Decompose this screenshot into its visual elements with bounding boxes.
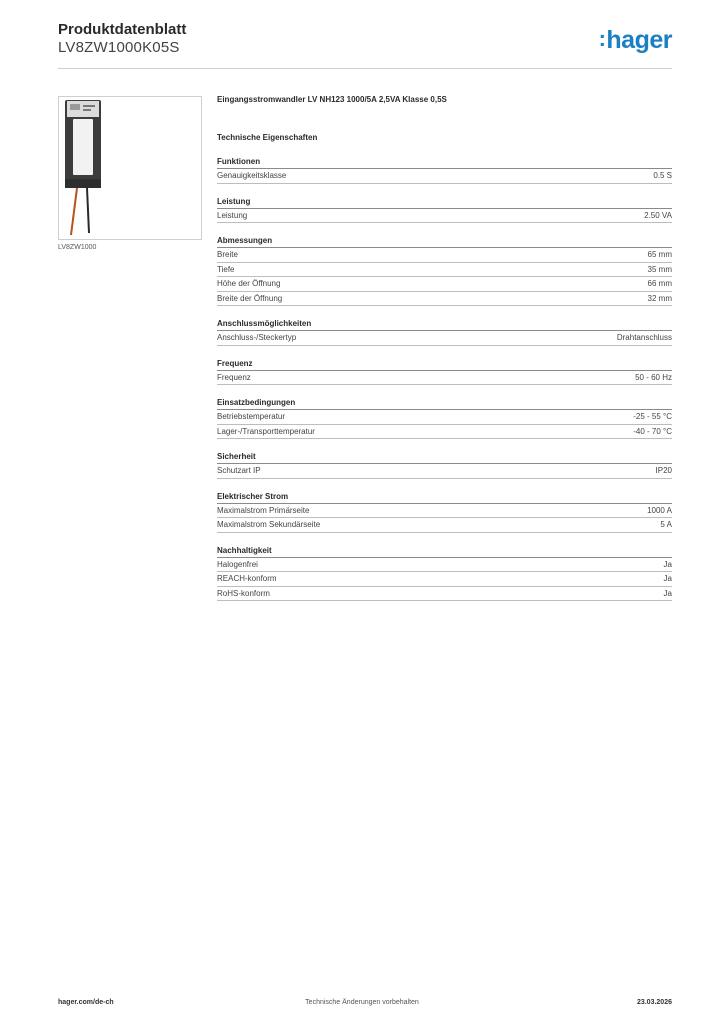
spec-row — [217, 587, 672, 602]
article-number: LV8ZW1000K05S — [58, 39, 180, 56]
section-title: Nachhaltigkeit — [217, 544, 672, 558]
spec-value: Ja — [663, 574, 672, 583]
spec-value: 1000 A — [647, 505, 672, 515]
spec-section — [217, 317, 672, 346]
spec-section — [217, 450, 672, 479]
spec-row — [217, 263, 672, 278]
spec-section — [217, 195, 672, 224]
spec-row — [217, 464, 672, 479]
spec-value: 65 mm — [647, 250, 672, 259]
spec-value: -25 - 55 °C — [633, 412, 672, 421]
spec-value: 35 mm — [647, 264, 672, 274]
section-title: Elektrischer Strom — [217, 490, 672, 504]
spec-label: Genauigkeitsklasse — [217, 171, 287, 180]
spec-row — [217, 371, 672, 386]
spec-label: Höhe der Öffnung — [217, 279, 281, 288]
spec-label: Schutzart IP — [217, 466, 261, 475]
spec-label: RoHS-konform — [217, 588, 270, 598]
spec-label: Leistung — [217, 210, 248, 220]
spec-label: REACH-konform — [217, 574, 277, 583]
spec-section — [217, 357, 672, 386]
spec-row — [217, 169, 672, 184]
spec-value: 0.5 S — [653, 171, 672, 180]
footer-website: hager.com/de-ch — [58, 999, 114, 1006]
section-title: Frequenz — [217, 357, 672, 371]
spec-value: 5 A — [660, 520, 672, 529]
spec-value: -40 - 70 °C — [633, 426, 672, 436]
product-description: Eingangsstromwandler LV NH123 1000/5A 2,5VA Klasse 0,5S — [217, 95, 447, 104]
section-title: Leistung — [217, 195, 672, 209]
section-title: Anschlussmöglichkeiten — [217, 317, 672, 331]
section-title: Abmessungen — [217, 234, 672, 248]
spec-value: 66 mm — [647, 279, 672, 288]
spec-row — [217, 558, 672, 573]
spec-value: Drahtanschluss — [616, 333, 672, 342]
spec-label: Lager-/Transporttemperatur — [217, 426, 315, 436]
technical-properties-heading: Technische Eigenschaften — [217, 133, 318, 142]
document-title: Produktdatenblatt — [58, 21, 187, 38]
spec-section — [217, 234, 672, 306]
spec-value: 50 - 60 Hz — [635, 372, 672, 382]
spec-row — [217, 572, 672, 587]
specification-area — [217, 94, 672, 612]
spec-row — [217, 518, 672, 533]
footer-date: 23.03.2026 — [636, 999, 672, 1006]
section-title: Sicherheit — [217, 450, 672, 464]
current-transformer-image — [59, 97, 201, 239]
specification-sections — [217, 155, 672, 601]
spec-label: Maximalstrom Sekundärseite — [217, 520, 321, 529]
spec-row — [217, 410, 672, 425]
spec-section — [217, 544, 672, 602]
header-divider — [58, 68, 672, 69]
spec-section — [217, 490, 672, 533]
spec-value: 32 mm — [647, 293, 672, 303]
spec-value: Ja — [663, 559, 672, 569]
spec-row — [217, 248, 672, 263]
spec-row — [217, 425, 672, 440]
spec-section — [217, 396, 672, 439]
spec-value: Ja — [663, 588, 672, 598]
spec-label: Halogenfrei — [217, 559, 258, 569]
product-image-caption: LV8ZW1000 — [58, 244, 97, 251]
spec-section — [217, 155, 672, 184]
spec-label: Breite — [217, 250, 238, 259]
section-title: Einsatzbedingungen — [217, 396, 672, 410]
hager-logo: :hager — [598, 26, 672, 54]
product-image — [58, 96, 202, 240]
section-title: Funktionen — [217, 155, 672, 169]
spec-value: 2.50 VA — [644, 210, 672, 220]
spec-row — [217, 277, 672, 292]
spec-label: Frequenz — [217, 372, 251, 382]
spec-label: Betriebstemperatur — [217, 412, 286, 421]
spec-row — [217, 331, 672, 346]
spec-label: Maximalstrom Primärseite — [217, 505, 310, 515]
spec-row — [217, 209, 672, 224]
footer-notice: Technische Änderungen vorbehalten — [305, 999, 419, 1006]
spec-label: Breite der Öffnung — [217, 293, 283, 303]
spec-label: Anschluss-/Steckertyp — [217, 333, 297, 342]
spec-label: Tiefe — [217, 264, 235, 274]
spec-value: IP20 — [655, 466, 672, 475]
spec-row — [217, 504, 672, 519]
spec-row — [217, 292, 672, 307]
